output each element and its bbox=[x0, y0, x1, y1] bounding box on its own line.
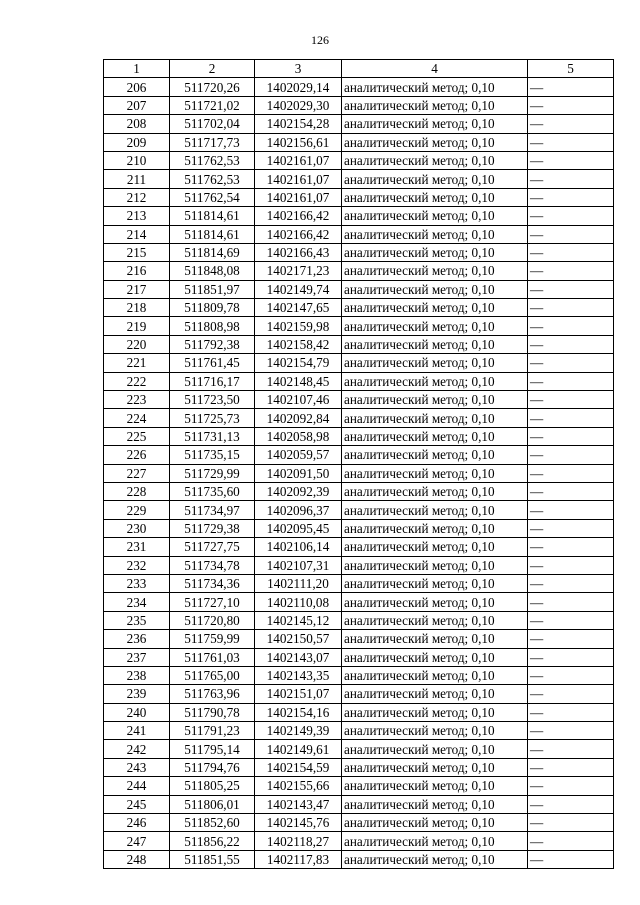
point-number-cell: 242 bbox=[104, 740, 170, 758]
method-accuracy-cell: аналитический метод; 0,10 bbox=[342, 96, 528, 114]
note-cell: — bbox=[528, 556, 614, 574]
x-coordinate-cell: 511852,60 bbox=[170, 814, 255, 832]
table-row bbox=[104, 372, 614, 390]
y-coordinate-cell: 1402106,14 bbox=[255, 538, 342, 556]
y-coordinate-cell: 1402117,83 bbox=[255, 850, 342, 868]
x-coordinate-cell: 511794,76 bbox=[170, 758, 255, 776]
method-accuracy-cell: аналитический метод; 0,10 bbox=[342, 574, 528, 592]
y-coordinate-cell: 1402148,45 bbox=[255, 372, 342, 390]
note-cell: — bbox=[528, 758, 614, 776]
table-row bbox=[104, 151, 614, 169]
table-row bbox=[104, 722, 614, 740]
x-coordinate-cell: 511856,22 bbox=[170, 832, 255, 850]
x-coordinate-cell: 511808,98 bbox=[170, 317, 255, 335]
x-coordinate-cell: 511761,45 bbox=[170, 354, 255, 372]
x-coordinate-cell: 511762,53 bbox=[170, 151, 255, 169]
column-header: 2 bbox=[170, 60, 255, 78]
method-accuracy-cell: аналитический метод; 0,10 bbox=[342, 188, 528, 206]
column-header: 3 bbox=[255, 60, 342, 78]
point-number-cell: 231 bbox=[104, 538, 170, 556]
table-row bbox=[104, 501, 614, 519]
x-coordinate-cell: 511809,78 bbox=[170, 299, 255, 317]
method-accuracy-cell: аналитический метод; 0,10 bbox=[342, 207, 528, 225]
method-accuracy-cell: аналитический метод; 0,10 bbox=[342, 464, 528, 482]
note-cell: — bbox=[528, 78, 614, 96]
method-accuracy-cell: аналитический метод; 0,10 bbox=[342, 501, 528, 519]
table-row bbox=[104, 648, 614, 666]
table-row bbox=[104, 391, 614, 409]
point-number-cell: 235 bbox=[104, 611, 170, 629]
method-accuracy-cell: аналитический метод; 0,10 bbox=[342, 372, 528, 390]
point-number-cell: 233 bbox=[104, 574, 170, 592]
x-coordinate-cell: 511729,38 bbox=[170, 519, 255, 537]
column-header: 5 bbox=[528, 60, 614, 78]
y-coordinate-cell: 1402145,12 bbox=[255, 611, 342, 629]
y-coordinate-cell: 1402147,65 bbox=[255, 299, 342, 317]
method-accuracy-cell: аналитический метод; 0,10 bbox=[342, 280, 528, 298]
point-number-cell: 240 bbox=[104, 703, 170, 721]
method-accuracy-cell: аналитический метод; 0,10 bbox=[342, 427, 528, 445]
table-row bbox=[104, 207, 614, 225]
method-accuracy-cell: аналитический метод; 0,10 bbox=[342, 685, 528, 703]
method-accuracy-cell: аналитический метод; 0,10 bbox=[342, 519, 528, 537]
note-cell: — bbox=[528, 740, 614, 758]
point-number-cell: 225 bbox=[104, 427, 170, 445]
method-accuracy-cell: аналитический метод; 0,10 bbox=[342, 593, 528, 611]
table-row bbox=[104, 280, 614, 298]
note-cell: — bbox=[528, 409, 614, 427]
x-coordinate-cell: 511762,53 bbox=[170, 170, 255, 188]
table-row bbox=[104, 482, 614, 500]
note-cell: — bbox=[528, 703, 614, 721]
x-coordinate-cell: 511734,97 bbox=[170, 501, 255, 519]
x-coordinate-cell: 511851,97 bbox=[170, 280, 255, 298]
x-coordinate-cell: 511806,01 bbox=[170, 795, 255, 813]
point-number-cell: 230 bbox=[104, 519, 170, 537]
note-cell: — bbox=[528, 538, 614, 556]
y-coordinate-cell: 1402029,14 bbox=[255, 78, 342, 96]
y-coordinate-cell: 1402154,59 bbox=[255, 758, 342, 776]
x-coordinate-cell: 511716,17 bbox=[170, 372, 255, 390]
point-number-cell: 236 bbox=[104, 630, 170, 648]
note-cell: — bbox=[528, 814, 614, 832]
y-coordinate-cell: 1402149,74 bbox=[255, 280, 342, 298]
method-accuracy-cell: аналитический метод; 0,10 bbox=[342, 317, 528, 335]
x-coordinate-cell: 511721,02 bbox=[170, 96, 255, 114]
point-number-cell: 229 bbox=[104, 501, 170, 519]
point-number-cell: 220 bbox=[104, 335, 170, 353]
method-accuracy-cell: аналитический метод; 0,10 bbox=[342, 740, 528, 758]
note-cell: — bbox=[528, 262, 614, 280]
table-row bbox=[104, 611, 614, 629]
x-coordinate-cell: 511735,60 bbox=[170, 482, 255, 500]
y-coordinate-cell: 1402154,79 bbox=[255, 354, 342, 372]
point-number-cell: 238 bbox=[104, 666, 170, 684]
table-row bbox=[104, 409, 614, 427]
note-cell: — bbox=[528, 96, 614, 114]
x-coordinate-cell: 511762,54 bbox=[170, 188, 255, 206]
y-coordinate-cell: 1402058,98 bbox=[255, 427, 342, 445]
x-coordinate-cell: 511717,73 bbox=[170, 133, 255, 151]
y-coordinate-cell: 1402107,46 bbox=[255, 391, 342, 409]
y-coordinate-cell: 1402149,39 bbox=[255, 722, 342, 740]
note-cell: — bbox=[528, 501, 614, 519]
point-number-cell: 223 bbox=[104, 391, 170, 409]
table-row bbox=[104, 170, 614, 188]
method-accuracy-cell: аналитический метод; 0,10 bbox=[342, 354, 528, 372]
note-cell: — bbox=[528, 427, 614, 445]
point-number-cell: 212 bbox=[104, 188, 170, 206]
y-coordinate-cell: 1402151,07 bbox=[255, 685, 342, 703]
point-number-cell: 207 bbox=[104, 96, 170, 114]
method-accuracy-cell: аналитический метод; 0,10 bbox=[342, 391, 528, 409]
point-number-cell: 210 bbox=[104, 151, 170, 169]
point-number-cell: 211 bbox=[104, 170, 170, 188]
table-row bbox=[104, 519, 614, 537]
y-coordinate-cell: 1402029,30 bbox=[255, 96, 342, 114]
x-coordinate-cell: 511851,55 bbox=[170, 850, 255, 868]
x-coordinate-cell: 511735,15 bbox=[170, 446, 255, 464]
note-cell: — bbox=[528, 795, 614, 813]
point-number-cell: 214 bbox=[104, 225, 170, 243]
x-coordinate-cell: 511720,80 bbox=[170, 611, 255, 629]
method-accuracy-cell: аналитический метод; 0,10 bbox=[342, 115, 528, 133]
y-coordinate-cell: 1402143,35 bbox=[255, 666, 342, 684]
x-coordinate-cell: 511727,10 bbox=[170, 593, 255, 611]
table-row bbox=[104, 299, 614, 317]
note-cell: — bbox=[528, 446, 614, 464]
note-cell: — bbox=[528, 372, 614, 390]
method-accuracy-cell: аналитический метод; 0,10 bbox=[342, 648, 528, 666]
y-coordinate-cell: 1402118,27 bbox=[255, 832, 342, 850]
method-accuracy-cell: аналитический метод; 0,10 bbox=[342, 630, 528, 648]
method-accuracy-cell: аналитический метод; 0,10 bbox=[342, 814, 528, 832]
point-number-cell: 227 bbox=[104, 464, 170, 482]
point-number-cell: 248 bbox=[104, 850, 170, 868]
note-cell: — bbox=[528, 611, 614, 629]
method-accuracy-cell: аналитический метод; 0,10 bbox=[342, 611, 528, 629]
note-cell: — bbox=[528, 648, 614, 666]
table-row bbox=[104, 317, 614, 335]
y-coordinate-cell: 1402092,39 bbox=[255, 482, 342, 500]
note-cell: — bbox=[528, 335, 614, 353]
y-coordinate-cell: 1402161,07 bbox=[255, 188, 342, 206]
x-coordinate-cell: 511765,00 bbox=[170, 666, 255, 684]
y-coordinate-cell: 1402110,08 bbox=[255, 593, 342, 611]
note-cell: — bbox=[528, 777, 614, 795]
note-cell: — bbox=[528, 299, 614, 317]
method-accuracy-cell: аналитический метод; 0,10 bbox=[342, 758, 528, 776]
table-row bbox=[104, 814, 614, 832]
y-coordinate-cell: 1402171,23 bbox=[255, 262, 342, 280]
x-coordinate-cell: 511720,26 bbox=[170, 78, 255, 96]
x-coordinate-cell: 511729,99 bbox=[170, 464, 255, 482]
point-number-cell: 247 bbox=[104, 832, 170, 850]
x-coordinate-cell: 511702,04 bbox=[170, 115, 255, 133]
y-coordinate-cell: 1402154,16 bbox=[255, 703, 342, 721]
y-coordinate-cell: 1402159,98 bbox=[255, 317, 342, 335]
table-row bbox=[104, 262, 614, 280]
method-accuracy-cell: аналитический метод; 0,10 bbox=[342, 538, 528, 556]
note-cell: — bbox=[528, 133, 614, 151]
y-coordinate-cell: 1402111,20 bbox=[255, 574, 342, 592]
note-cell: — bbox=[528, 519, 614, 537]
y-coordinate-cell: 1402166,42 bbox=[255, 225, 342, 243]
note-cell: — bbox=[528, 593, 614, 611]
point-number-cell: 215 bbox=[104, 243, 170, 261]
table-row bbox=[104, 666, 614, 684]
method-accuracy-cell: аналитический метод; 0,10 bbox=[342, 703, 528, 721]
note-cell: — bbox=[528, 722, 614, 740]
point-number-cell: 221 bbox=[104, 354, 170, 372]
point-number-cell: 246 bbox=[104, 814, 170, 832]
y-coordinate-cell: 1402158,42 bbox=[255, 335, 342, 353]
note-cell: — bbox=[528, 115, 614, 133]
table-row bbox=[104, 795, 614, 813]
x-coordinate-cell: 511814,61 bbox=[170, 225, 255, 243]
method-accuracy-cell: аналитический метод; 0,10 bbox=[342, 335, 528, 353]
x-coordinate-cell: 511761,03 bbox=[170, 648, 255, 666]
note-cell: — bbox=[528, 482, 614, 500]
table-row bbox=[104, 556, 614, 574]
point-number-cell: 213 bbox=[104, 207, 170, 225]
point-number-cell: 216 bbox=[104, 262, 170, 280]
method-accuracy-cell: аналитический метод; 0,10 bbox=[342, 446, 528, 464]
note-cell: — bbox=[528, 685, 614, 703]
table-row bbox=[104, 740, 614, 758]
note-cell: — bbox=[528, 317, 614, 335]
point-number-cell: 224 bbox=[104, 409, 170, 427]
x-coordinate-cell: 511791,23 bbox=[170, 722, 255, 740]
table-row bbox=[104, 593, 614, 611]
x-coordinate-cell: 511723,50 bbox=[170, 391, 255, 409]
note-cell: — bbox=[528, 574, 614, 592]
table-row bbox=[104, 703, 614, 721]
x-coordinate-cell: 511795,14 bbox=[170, 740, 255, 758]
table-row bbox=[104, 243, 614, 261]
table-row bbox=[104, 850, 614, 868]
y-coordinate-cell: 1402154,28 bbox=[255, 115, 342, 133]
note-cell: — bbox=[528, 243, 614, 261]
method-accuracy-cell: аналитический метод; 0,10 bbox=[342, 666, 528, 684]
point-number-cell: 206 bbox=[104, 78, 170, 96]
point-number-cell: 239 bbox=[104, 685, 170, 703]
table-row bbox=[104, 78, 614, 96]
method-accuracy-cell: аналитический метод; 0,10 bbox=[342, 170, 528, 188]
table-row bbox=[104, 777, 614, 795]
y-coordinate-cell: 1402155,66 bbox=[255, 777, 342, 795]
method-accuracy-cell: аналитический метод; 0,10 bbox=[342, 243, 528, 261]
table-row bbox=[104, 685, 614, 703]
column-header: 4 bbox=[342, 60, 528, 78]
note-cell: — bbox=[528, 170, 614, 188]
note-cell: — bbox=[528, 391, 614, 409]
method-accuracy-cell: аналитический метод; 0,10 bbox=[342, 151, 528, 169]
note-cell: — bbox=[528, 850, 614, 868]
y-coordinate-cell: 1402156,61 bbox=[255, 133, 342, 151]
y-coordinate-cell: 1402096,37 bbox=[255, 501, 342, 519]
y-coordinate-cell: 1402059,57 bbox=[255, 446, 342, 464]
y-coordinate-cell: 1402166,43 bbox=[255, 243, 342, 261]
point-number-cell: 209 bbox=[104, 133, 170, 151]
table-row bbox=[104, 96, 614, 114]
x-coordinate-cell: 511734,78 bbox=[170, 556, 255, 574]
column-header: 1 bbox=[104, 60, 170, 78]
note-cell: — bbox=[528, 464, 614, 482]
table-row bbox=[104, 133, 614, 151]
y-coordinate-cell: 1402095,45 bbox=[255, 519, 342, 537]
point-number-cell: 237 bbox=[104, 648, 170, 666]
method-accuracy-cell: аналитический метод; 0,10 bbox=[342, 832, 528, 850]
note-cell: — bbox=[528, 354, 614, 372]
table-row bbox=[104, 427, 614, 445]
x-coordinate-cell: 511725,73 bbox=[170, 409, 255, 427]
table-row bbox=[104, 574, 614, 592]
x-coordinate-cell: 511734,36 bbox=[170, 574, 255, 592]
table-row bbox=[104, 630, 614, 648]
method-accuracy-cell: аналитический метод; 0,10 bbox=[342, 482, 528, 500]
table-header-row bbox=[104, 60, 614, 78]
y-coordinate-cell: 1402150,57 bbox=[255, 630, 342, 648]
y-coordinate-cell: 1402091,50 bbox=[255, 464, 342, 482]
method-accuracy-cell: аналитический метод; 0,10 bbox=[342, 777, 528, 795]
y-coordinate-cell: 1402145,76 bbox=[255, 814, 342, 832]
table-row bbox=[104, 354, 614, 372]
y-coordinate-cell: 1402092,84 bbox=[255, 409, 342, 427]
table-row bbox=[104, 446, 614, 464]
y-coordinate-cell: 1402107,31 bbox=[255, 556, 342, 574]
table-row bbox=[104, 335, 614, 353]
x-coordinate-cell: 511759,99 bbox=[170, 630, 255, 648]
table-row bbox=[104, 758, 614, 776]
method-accuracy-cell: аналитический метод; 0,10 bbox=[342, 722, 528, 740]
table-body bbox=[104, 60, 614, 869]
point-number-cell: 243 bbox=[104, 758, 170, 776]
x-coordinate-cell: 511805,25 bbox=[170, 777, 255, 795]
note-cell: — bbox=[528, 832, 614, 850]
note-cell: — bbox=[528, 207, 614, 225]
method-accuracy-cell: аналитический метод; 0,10 bbox=[342, 262, 528, 280]
note-cell: — bbox=[528, 666, 614, 684]
point-number-cell: 234 bbox=[104, 593, 170, 611]
note-cell: — bbox=[528, 630, 614, 648]
method-accuracy-cell: аналитический метод; 0,10 bbox=[342, 299, 528, 317]
note-cell: — bbox=[528, 280, 614, 298]
table-row bbox=[104, 464, 614, 482]
method-accuracy-cell: аналитический метод; 0,10 bbox=[342, 225, 528, 243]
x-coordinate-cell: 511727,75 bbox=[170, 538, 255, 556]
point-number-cell: 208 bbox=[104, 115, 170, 133]
point-number-cell: 226 bbox=[104, 446, 170, 464]
note-cell: — bbox=[528, 225, 614, 243]
y-coordinate-cell: 1402149,61 bbox=[255, 740, 342, 758]
y-coordinate-cell: 1402143,07 bbox=[255, 648, 342, 666]
x-coordinate-cell: 511814,69 bbox=[170, 243, 255, 261]
x-coordinate-cell: 511790,78 bbox=[170, 703, 255, 721]
note-cell: — bbox=[528, 151, 614, 169]
y-coordinate-cell: 1402166,42 bbox=[255, 207, 342, 225]
point-number-cell: 232 bbox=[104, 556, 170, 574]
point-number-cell: 241 bbox=[104, 722, 170, 740]
x-coordinate-cell: 511763,96 bbox=[170, 685, 255, 703]
point-number-cell: 244 bbox=[104, 777, 170, 795]
method-accuracy-cell: аналитический метод; 0,10 bbox=[342, 556, 528, 574]
point-number-cell: 217 bbox=[104, 280, 170, 298]
method-accuracy-cell: аналитический метод; 0,10 bbox=[342, 78, 528, 96]
y-coordinate-cell: 1402161,07 bbox=[255, 170, 342, 188]
table-row bbox=[104, 115, 614, 133]
point-number-cell: 222 bbox=[104, 372, 170, 390]
x-coordinate-cell: 511792,38 bbox=[170, 335, 255, 353]
method-accuracy-cell: аналитический метод; 0,10 bbox=[342, 850, 528, 868]
y-coordinate-cell: 1402161,07 bbox=[255, 151, 342, 169]
x-coordinate-cell: 511814,61 bbox=[170, 207, 255, 225]
y-coordinate-cell: 1402143,47 bbox=[255, 795, 342, 813]
table-row bbox=[104, 188, 614, 206]
method-accuracy-cell: аналитический метод; 0,10 bbox=[342, 133, 528, 151]
x-coordinate-cell: 511848,08 bbox=[170, 262, 255, 280]
point-number-cell: 219 bbox=[104, 317, 170, 335]
page-number: 126 bbox=[311, 33, 329, 47]
method-accuracy-cell: аналитический метод; 0,10 bbox=[342, 409, 528, 427]
point-number-cell: 228 bbox=[104, 482, 170, 500]
note-cell: — bbox=[528, 188, 614, 206]
table-row bbox=[104, 225, 614, 243]
table-row bbox=[104, 832, 614, 850]
method-accuracy-cell: аналитический метод; 0,10 bbox=[342, 795, 528, 813]
point-number-cell: 245 bbox=[104, 795, 170, 813]
x-coordinate-cell: 511731,13 bbox=[170, 427, 255, 445]
point-number-cell: 218 bbox=[104, 299, 170, 317]
table-row bbox=[104, 538, 614, 556]
coordinates-table bbox=[103, 59, 614, 869]
